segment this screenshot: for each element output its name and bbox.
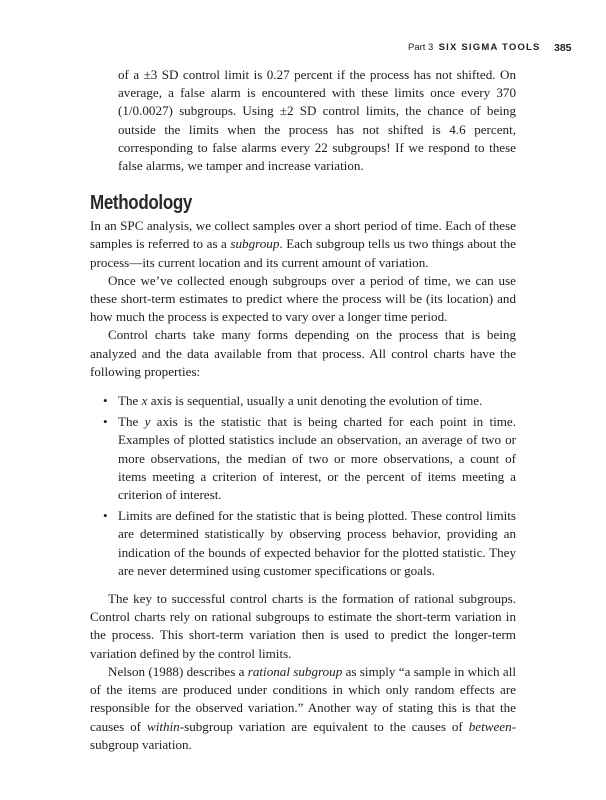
b1-pre: The — [118, 393, 142, 409]
p5-text-d: -subgroup variation. — [90, 718, 516, 752]
p1-text-b: . Each subgroup tells us two things about the process—its current location and its current amount of variation. — [90, 236, 516, 270]
p5-emphasis-1: rational subgroup — [247, 663, 343, 679]
list-item — [103, 392, 516, 410]
p1-emphasis: subgroup — [230, 236, 280, 252]
p5-text-c: -subgroup variation are equivalent to the causes of — [179, 718, 469, 734]
paragraph-3: Control charts take many forms depending on the process that is being analyzed and the data available from that process. All control charts have the following properties: — [90, 327, 516, 379]
page-body — [90, 66, 516, 754]
p5-text-a: Nelson (1988) describes a — [108, 663, 248, 679]
page-number: 385 — [554, 42, 572, 54]
part-title: SIX SIGMA TOOLS — [438, 42, 541, 53]
paragraph-2: Once we’ve collected enough subgroups over a period of time, we can use these short-term estimates to predict where the process will be (its location) and how much the process is expected to vary over a longer time period. — [90, 272, 516, 325]
p5-text-b: as simply “a sample in which all of the items are produced under conditions in which only random effects are responsible for the observed variation.” Another way of stating this is that the causes of — [90, 663, 516, 734]
b2-pre: The — [118, 414, 145, 430]
part-prefix: Part 3 — [408, 42, 434, 53]
list-item — [103, 507, 516, 580]
section-heading: Methodology — [90, 192, 193, 215]
b2-emphasis: y — [144, 414, 151, 430]
b1-post: axis is sequential, usually a unit denoting the evolution of time. — [147, 393, 483, 409]
properties-list — [90, 392, 516, 580]
p5-emphasis-2: within — [146, 718, 180, 734]
b2-post: axis is the statistic that is being charted for each point in time. Examples of plotted statistics include an observation, an average of two or more observations, the median of two or more observations, a count of items meeting a criterion of interest, or the percent of items meeting a criterion of interest. — [118, 414, 516, 503]
part-label — [408, 42, 541, 53]
p5-emphasis-3: between — [468, 718, 512, 734]
paragraph-4: The key to successful control charts is the formation of rational subgroups. Control charts rely on rational subgroups to estimate the short-term variation in the process. This short-term variation then is used to predict the longer-term variation defined by the control limits. — [90, 591, 516, 661]
b1-emphasis: x — [141, 393, 148, 409]
p1-text-a: In an SPC analysis, we collect samples over a short period of time. Each of these samples is referred to as a — [90, 218, 516, 252]
paragraph-1 — [90, 217, 516, 272]
running-header — [0, 42, 606, 58]
bullet-marker: • — [103, 393, 108, 409]
intro-paragraph: of a ±3 SD control limit is 0.27 percent if the process has not shifted. On average, a false alarm is encountered with these limits once every 370 (1/0.0027) subgroups. Using ±2 SD control limits, the chance of being outside the limits when the process has not shifted is 4.6 percent, corresponding to false alarms every 22 subgroups! If we respond to these false alarms, we tamper and increase variation. — [118, 67, 516, 174]
bullet-marker: • — [103, 414, 108, 430]
list-item — [103, 413, 516, 504]
b3-text: Limits are defined for the statistic that is being plotted. These control limits are determined statistically by observing process behavior, providing an indication of the bounds of expected behavior for the plotted statistic. They are never determined using customer specifications or goals. — [118, 508, 516, 578]
bullet-marker: • — [103, 508, 108, 524]
paragraph-5 — [90, 663, 516, 754]
